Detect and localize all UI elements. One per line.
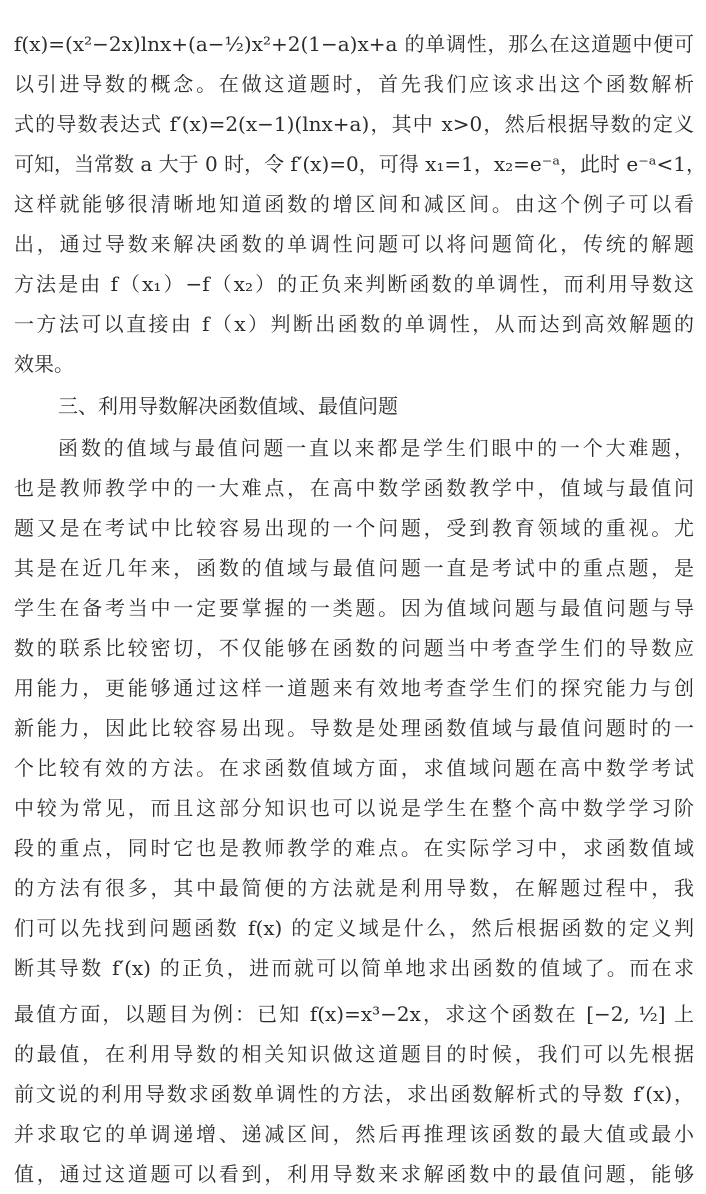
text-line-23: 断其导数 f′(x) 的正负，进而就可以简单地求出函数的值域了。而在求: [14, 956, 694, 980]
text-line-27: 并求取它的单调递增、递减区间，然后再推理该函数的最大值或最小: [14, 1122, 694, 1146]
text-line-11: 也是教师教学中的一大难点，在高中数学函数教学中，值域与最值问: [14, 476, 694, 500]
text-line-14: 学生在备考当中一定要掌握的一类题。因为值域问题与最值问题与导: [14, 596, 694, 620]
text-line-7: 方法是由 f（x₁）−f（x₂）的正负来判断函数的单调性，而利用导数这: [14, 272, 694, 296]
text-line-15: 数的联系比较密切，不仅能够在函数的问题当中考查学生们的导数应: [14, 636, 694, 660]
text-line-28: 值，通过这道题可以看到，利用导数来求解函数中的最值问题，能够: [14, 1162, 694, 1186]
text-line-16: 用能力，更能够通过这样一道题来有效地考查学生们的探究能力与创: [14, 676, 694, 700]
text-line-5: 这样就能够很清晰地知道函数的增区间和减区间。由这个例子可以看: [14, 192, 694, 216]
text-line-8: 一方法可以直接由 f（x）判断出函数的单调性，从而达到高效解题的: [14, 312, 694, 336]
text-line-9: 效果。: [14, 352, 74, 376]
text-line-12: 题又是在考试中比较容易出现的一个问题，受到教育领域的重视。尤: [14, 516, 694, 540]
section-heading: 三、利用导数解决函数值域、最值问题: [58, 394, 398, 418]
text-line-3: 式的导数表达式 f′(x)=2(x−1)(lnx+a)，其中 x>0，然后根据导数的定义: [14, 112, 694, 136]
text-line-2: 以引进导数的概念。在做这道题时，首先我们应该求出这个函数解析: [14, 72, 694, 96]
text-line-10: 函数的值域与最值问题一直以来都是学生们眼中的一个大难题，: [58, 436, 694, 460]
text-line-13: 其是在近几年来，函数的值域与最值问题一直是考试中的重点题，是: [14, 556, 694, 580]
text-line-22: 们可以先找到问题函数 f(x) 的定义域是什么，然后根据函数的定义判: [14, 916, 694, 940]
text-line-19: 中较为常见，而且这部分知识也可以说是学生在整个高中数学学习阶: [14, 796, 694, 820]
text-line-20: 段的重点，同时它也是教师教学的难点。在实际学习中，求函数值域: [14, 836, 694, 860]
text-line-21: 的方法有很多，其中最简便的方法就是利用导数，在解题过程中，我: [14, 876, 694, 900]
text-line-25: 的最值，在利用导数的相关知识做这道题目的时候，我们可以先根据: [14, 1042, 694, 1066]
text-line-6: 出，通过导数来解决函数的单调性问题可以将问题简化，传统的解题: [14, 232, 694, 256]
text-line-24: 最值方面，以题目为例：已知 f(x)=x³−2x，求这个函数在 [−2, ½] 上: [14, 1002, 694, 1026]
text-line-4: 可知，当常数 a 大于 0 时，令 f′(x)=0，可得 x₁=1，x₂=e⁻ᵃ，此时 e⁻ᵃ<1，: [14, 152, 706, 176]
text-line-26: 前文说的利用导数求函数单调性的方法，求出函数解析式的导数 f′(x)，: [14, 1082, 694, 1106]
text-line-1: f(x)=(x²−2x)lnx+(a−½)x²+2(1−a)x+a 的单调性，那么在这道题中便可: [14, 32, 694, 56]
text-line-17: 新能力，因此比较容易出现。导数是处理函数值域与最值问题时的一: [14, 716, 694, 740]
text-line-18: 个比较有效的方法。在求函数值域方面，求值域问题在高中数学考试: [14, 756, 694, 780]
